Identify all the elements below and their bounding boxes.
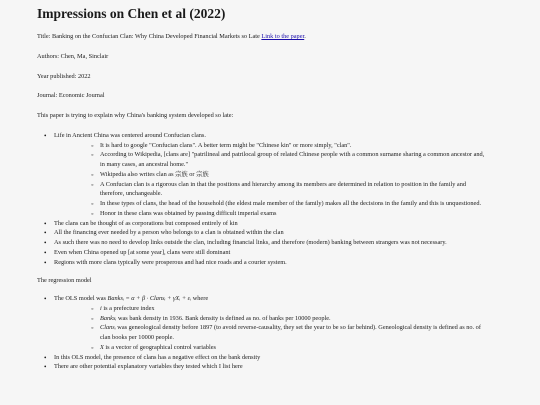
list-item: ◦ A Confucian clan is a rigorous clan in that the positions and hierarchy among its members are determined in relation to position in the family and therefore, unchangeable. [54,180,530,200]
clans-list [37,131,530,268]
year-line: Year published: 2022 [37,72,91,80]
list-item [54,304,530,314]
variable-symbol: i [100,304,102,312]
variable-symbol: Banksᵢ [100,314,117,322]
list-item: • As such there was no need to develop links outside the clan, including financial links, and therefore (modern) banking between strangers was not necessary. [37,238,530,248]
variable-symbol: X [100,343,104,351]
paper-title-line: Title: Banking on the Confucian Clan: Why China Developed Financial Markets so Late Link to the paper. [37,33,306,41]
list-item: • Even when China opened up [at some year], clans were still dominant [37,248,530,258]
variable-text: was bank density in 1936. Bank density is defined as no. of banks per 10000 people. [116,314,331,322]
list-item: ◦ According to Wikipedia, [clans are] "patrilineal and patrilocal group of related Chinese people with a common surname sharing a common ancestor and, in many cases, an ancestral home." [54,150,530,170]
regression-heading: The regression model [37,277,92,285]
paper-title-text: Title: Banking on the Confucian Clan: Why China Developed Financial Markets so Late [37,33,260,41]
journal-line: Journal: Economic Journal [37,92,105,100]
list-item: • In this OLS model, the presence of clans has a negative effect on the bank density [37,353,530,363]
ols-prefix: The OLS model was [54,295,108,303]
list-item [54,314,530,324]
authors-line: Authors: Chen, Ma, Sinclair [37,52,109,60]
variable-text: is a vector of geographical control variables [103,343,216,351]
variable-text: is a prefecture index [101,304,155,312]
list-item: ◦ In these types of clans, the head of the household (the eldest male member of the family) makes all the decisions in the family and this is unquestioned. [54,199,530,209]
list-item [54,343,530,353]
list-item [37,294,530,353]
list-item: ◦ Wikipedia also writes clan as 宗族 or 宗族 [54,170,530,180]
list-item [37,131,530,219]
list-item: ◦ Honor in these clans was obtained by passing difficult imperial exams [54,209,530,219]
variable-text: was geneological density before 1897 (to avoid reverse-causality, they set the year to be so far behind). Geneological density is defined as no. of clan books per 10000 people. [100,324,481,342]
ols-formula: Banksᵢ = α + β · Clansᵢ + γXᵢ + εᵢ [107,295,192,303]
paper-link[interactable]: Link to the paper [261,33,305,41]
variable-symbol: Clansᵢ [100,324,116,332]
intro-paragraph: This paper is trying to explain why China's banking system developed so late: [37,112,234,120]
list-item: • The clans can be thought of as corporations but composed entirely of kin [37,219,530,229]
list-item: • Regions with more clans typically were prosperous and had nice roads and a courier system. [37,258,530,268]
list-item-text: Life in Ancient China was centered around Confucian clans. [54,131,206,139]
variables-sublist [54,304,530,353]
regression-list [37,294,530,372]
page-title: Impressions on Chen et al (2022) [37,6,226,21]
list-item: ◦ It is hard to google "Confucian clans". A better term might be "Chinese kin" or more simply, "clan". [54,141,530,151]
list-item [54,323,530,343]
ols-suffix: where [191,295,209,303]
list-item: • There are other potential explanatory variables they tested which I list here [37,362,530,372]
list-item: • All the financing ever needed by a person who belongs to a clan is obtained within the clan [37,228,530,238]
clans-sublist [54,141,530,219]
